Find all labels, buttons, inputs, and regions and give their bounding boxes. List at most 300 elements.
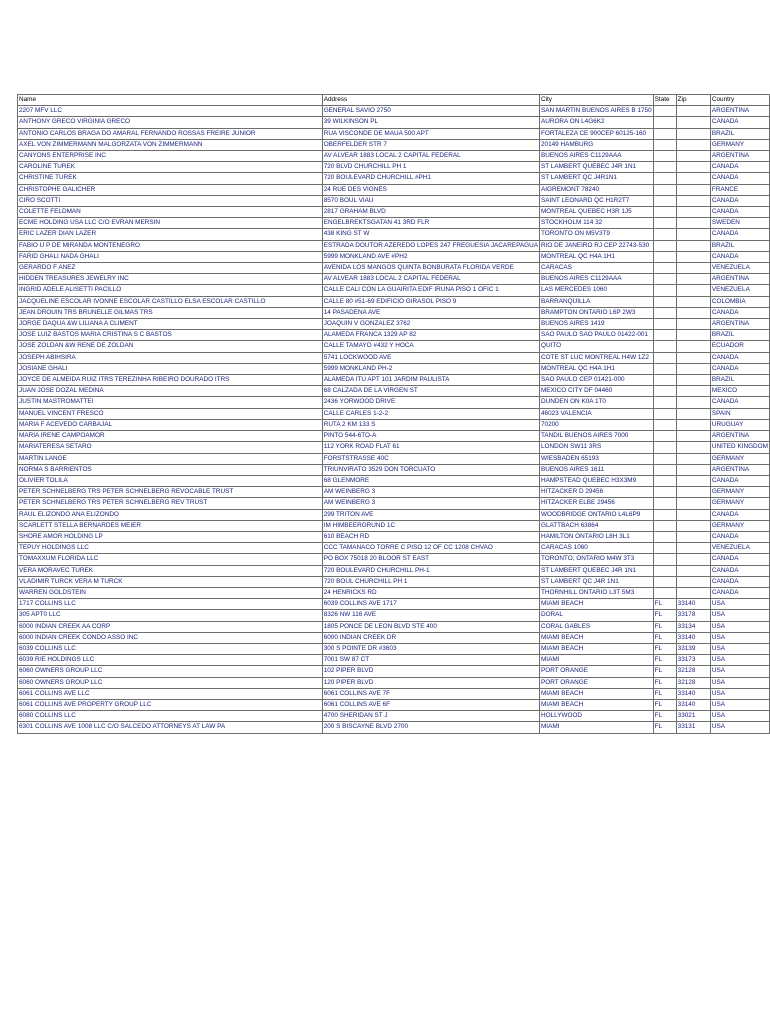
country-cell: BRAZIL — [710, 330, 769, 341]
city-cell: HOLLYWOOD — [539, 711, 653, 722]
country-cell: BRAZIL — [710, 240, 769, 251]
table-row — [18, 565, 770, 576]
name-cell: 6060 OWNERS GROUP LLC — [18, 666, 323, 677]
table-row — [18, 431, 770, 442]
address-cell: JOAQUIN V GONZALEZ 3762 — [322, 319, 539, 330]
table-row — [18, 363, 770, 374]
state-cell — [653, 587, 676, 598]
address-cell: 2436 YORWOOD DRIVE — [322, 397, 539, 408]
city-cell: PORT ORANGE — [539, 677, 653, 688]
state-cell — [653, 408, 676, 419]
table-row — [18, 151, 770, 162]
zip-cell — [676, 408, 710, 419]
table-row — [18, 453, 770, 464]
table-row — [18, 722, 770, 733]
table-row — [18, 475, 770, 486]
name-cell: MARTIN LANGE — [18, 453, 323, 464]
name-cell: 6000 INDIAN CREEK CONDO ASSO INC — [18, 632, 323, 643]
city-cell: ST LAMBERT QUEBEC J4R 1N1 — [539, 162, 653, 173]
address-cell: ESTRADA DOUTOR AZEREDO LOPES 247 FREGUESIA JACAREPAGUA — [322, 240, 539, 251]
zip-cell: 33131 — [676, 722, 710, 733]
zip-cell — [676, 151, 710, 162]
city-cell: ST LAMBERT QUEBEC J4R 1N1 — [539, 565, 653, 576]
city-cell: HITZACKER D 29456 — [539, 487, 653, 498]
name-cell: OLIVIER TOLILA — [18, 475, 323, 486]
city-cell: RIO DE JANEIRO RJ CEP 22743-530 — [539, 240, 653, 251]
state-cell — [653, 251, 676, 262]
address-cell: 5999 MONKLAND PH-2 — [322, 363, 539, 374]
address-cell: AM WEINBERG 3 — [322, 487, 539, 498]
zip-cell — [676, 229, 710, 240]
state-cell: FL — [653, 699, 676, 710]
state-cell: FL — [653, 599, 676, 610]
zip-cell — [676, 386, 710, 397]
city-cell: 70200 — [539, 419, 653, 430]
city-cell: WIESBADEN 65193 — [539, 453, 653, 464]
column-header-zip: Zip — [676, 95, 710, 106]
zip-cell: 33140 — [676, 699, 710, 710]
state-cell — [653, 464, 676, 475]
country-cell: USA — [710, 655, 769, 666]
name-cell: JUAN JOSE DOZAL MEDINA — [18, 386, 323, 397]
zip-cell — [676, 464, 710, 475]
city-cell: QUITO — [539, 341, 653, 352]
country-cell: URUGUAY — [710, 419, 769, 430]
zip-cell — [676, 274, 710, 285]
country-cell: MEXICO — [710, 386, 769, 397]
name-cell: 6080 COLLINS LLC — [18, 711, 323, 722]
country-cell: ECUADOR — [710, 341, 769, 352]
state-cell — [653, 184, 676, 195]
city-cell: COTE ST LUC MONTREAL H4W 1Z2 — [539, 352, 653, 363]
zip-cell — [676, 375, 710, 386]
table-row — [18, 711, 770, 722]
name-cell: 305 APT0 LLC — [18, 610, 323, 621]
zip-cell — [676, 554, 710, 565]
column-header-country: Country — [710, 95, 769, 106]
table-row — [18, 330, 770, 341]
address-cell: 299 TRITON AVE — [322, 509, 539, 520]
table-row — [18, 599, 770, 610]
zip-cell — [676, 184, 710, 195]
zip-cell — [676, 453, 710, 464]
country-cell: CANADA — [710, 162, 769, 173]
state-cell — [653, 195, 676, 206]
city-cell: DORAL — [539, 610, 653, 621]
city-cell: CARACAS — [539, 263, 653, 274]
zip-cell: 33140 — [676, 632, 710, 643]
table-row — [18, 531, 770, 542]
city-cell: BUENOS AIRES C1129AAA — [539, 274, 653, 285]
address-cell: 102 PIPER BLVD — [322, 666, 539, 677]
table-row — [18, 576, 770, 587]
state-cell: FL — [653, 632, 676, 643]
zip-cell: 32128 — [676, 666, 710, 677]
state-cell — [653, 363, 676, 374]
country-cell: CANADA — [710, 352, 769, 363]
address-cell: 5741 LOCKWOOD AVE — [322, 352, 539, 363]
city-cell: SAO PAULO SAO PAULO 01422-001 — [539, 330, 653, 341]
name-cell: JOSEPH ABIHSIRA — [18, 352, 323, 363]
address-cell: IM HIMBEERGRUND 1C — [322, 520, 539, 531]
address-cell: 2817 GRAHAM BLVD — [322, 207, 539, 218]
state-cell — [653, 442, 676, 453]
address-cell: RUA VISCONDE DE MAUA 500 APT — [322, 128, 539, 139]
zip-cell — [676, 419, 710, 430]
country-cell: VENEZUELA — [710, 263, 769, 274]
country-cell: CANADA — [710, 229, 769, 240]
table-row — [18, 319, 770, 330]
zip-cell — [676, 330, 710, 341]
city-cell: LAS MERCEDES 1060 — [539, 285, 653, 296]
column-header-address: Address — [322, 95, 539, 106]
address-cell: OBERFELDER STR 7 — [322, 139, 539, 150]
country-cell: ARGENTINA — [710, 431, 769, 442]
state-cell: FL — [653, 655, 676, 666]
name-cell: ANTONIO CARLOS BRAGA DO AMARAL FERNANDO ROSSAS FREIRE JUNIOR — [18, 128, 323, 139]
city-cell: BARRANQUILLA — [539, 296, 653, 307]
table-row — [18, 251, 770, 262]
address-cell: AVENIDA LOS MANGOS QUINTA BONBURATA FLORIDA VERDE — [322, 263, 539, 274]
address-cell: 1805 PONCE DE LEON BLVD STE 400 — [322, 621, 539, 632]
country-cell: CANADA — [710, 475, 769, 486]
name-cell: 6039 COLLINS LLC — [18, 643, 323, 654]
state-cell — [653, 397, 676, 408]
zip-cell — [676, 341, 710, 352]
zip-cell — [676, 296, 710, 307]
state-cell — [653, 475, 676, 486]
name-cell: MANUEL VINCENT FRESCO — [18, 408, 323, 419]
table-row — [18, 139, 770, 150]
city-cell: HITZACKER ELBE 29456 — [539, 498, 653, 509]
table-row — [18, 229, 770, 240]
country-cell: USA — [710, 666, 769, 677]
zip-cell — [676, 520, 710, 531]
address-cell: 5999 MONKLAND AVE #PH2 — [322, 251, 539, 262]
state-cell — [653, 498, 676, 509]
state-cell — [653, 296, 676, 307]
city-cell: TANDIL BUENOS AIRES 7000 — [539, 431, 653, 442]
city-cell: MIAMI BEACH — [539, 699, 653, 710]
name-cell: 6061 COLLINS AVE LLC — [18, 688, 323, 699]
name-cell: JOSIANE GHALI — [18, 363, 323, 374]
name-cell: TEPUY HOLDINGS LLC — [18, 543, 323, 554]
zip-cell — [676, 475, 710, 486]
zip-cell — [676, 442, 710, 453]
address-cell: 6061 COLLINS AVE 6F — [322, 699, 539, 710]
state-cell — [653, 274, 676, 285]
name-cell: TOMAXXUM FLORIDA LLC — [18, 554, 323, 565]
country-cell: USA — [710, 632, 769, 643]
city-cell: BUENOS AIRES 1611 — [539, 464, 653, 475]
country-cell: CANADA — [710, 307, 769, 318]
name-cell: FARID GHALI NADA GHALI — [18, 251, 323, 262]
column-header-state: State — [653, 95, 676, 106]
state-cell — [653, 151, 676, 162]
address-cell: PINTO 544-6TO-A — [322, 431, 539, 442]
name-cell: MARIA IRENE CAMPOAMOR — [18, 431, 323, 442]
state-cell — [653, 352, 676, 363]
name-cell: SHORE AMOR HOLDING LP — [18, 531, 323, 542]
address-cell: 438 KING ST W — [322, 229, 539, 240]
state-cell — [653, 431, 676, 442]
country-cell: CANADA — [710, 173, 769, 184]
state-cell — [653, 565, 676, 576]
table-row — [18, 117, 770, 128]
country-cell: CANADA — [710, 587, 769, 598]
state-cell — [653, 229, 676, 240]
name-cell: 6301 COLLINS AVE 1008 LLC C/O SALCEDO ATTORNEYS AT LAW PA — [18, 722, 323, 733]
state-cell — [653, 487, 676, 498]
column-header-name: Name — [18, 95, 323, 106]
zip-cell — [676, 363, 710, 374]
state-cell — [653, 386, 676, 397]
table-row — [18, 464, 770, 475]
address-cell: CALLE 80 #51-69 EDIFICIO GIRASOL PISO 9 — [322, 296, 539, 307]
city-cell: 46023 VALENCIA — [539, 408, 653, 419]
state-cell: FL — [653, 711, 676, 722]
table-row — [18, 207, 770, 218]
city-cell: MEXICO CITY DF 04460 — [539, 386, 653, 397]
city-cell: STOCKHOLM 114 32 — [539, 218, 653, 229]
table-row — [18, 699, 770, 710]
city-cell: BRAMPTON ONTARIO L6P 2W3 — [539, 307, 653, 318]
country-cell: USA — [710, 677, 769, 688]
name-cell: FABIO U P DE MIRANDA MONTENEGRO — [18, 240, 323, 251]
city-cell: MIAMI — [539, 655, 653, 666]
address-cell: ENGELBREKTSGATAN 41 3RD FLR — [322, 218, 539, 229]
zip-cell — [676, 531, 710, 542]
state-cell: FL — [653, 666, 676, 677]
table-row — [18, 498, 770, 509]
address-cell: 6061 COLLINS AVE 7F — [322, 688, 539, 699]
state-cell — [653, 218, 676, 229]
city-cell: MIAMI BEACH — [539, 599, 653, 610]
city-cell: MIAMI BEACH — [539, 688, 653, 699]
table-row — [18, 543, 770, 554]
table-row — [18, 610, 770, 621]
address-cell: 720 BOUL CHURCHILL PH 1 — [322, 576, 539, 587]
zip-cell — [676, 139, 710, 150]
country-cell: ARGENTINA — [710, 274, 769, 285]
zip-cell: 33021 — [676, 711, 710, 722]
zip-cell — [676, 251, 710, 262]
address-cell: 610 BEACH RD — [322, 531, 539, 542]
city-cell: TORONTO ON M5V3T9 — [539, 229, 653, 240]
city-cell: 20149 HAMBURG — [539, 139, 653, 150]
state-cell: FL — [653, 722, 676, 733]
address-cell: 14 PASADENA AVE — [322, 307, 539, 318]
address-cell: TRIUNVIRATO 3529 DON TORCUATO — [322, 464, 539, 475]
name-cell: JUSTIN MASTROMATTEI — [18, 397, 323, 408]
name-cell: INGRID ADELE ALISETTI PACILLO — [18, 285, 323, 296]
address-cell: CALLE TAMAYO #432 Y HOCA — [322, 341, 539, 352]
city-cell: BUENOS AIRES C1129AAA — [539, 151, 653, 162]
city-cell: SAN MARTIN BUENOS AIRES B 1750 — [539, 106, 653, 117]
zip-cell — [676, 128, 710, 139]
zip-cell — [676, 263, 710, 274]
country-cell: CANADA — [710, 576, 769, 587]
state-cell — [653, 207, 676, 218]
state-cell — [653, 341, 676, 352]
table-row — [18, 688, 770, 699]
state-cell — [653, 330, 676, 341]
zip-cell — [676, 319, 710, 330]
state-cell — [653, 520, 676, 531]
owner-address-table — [17, 94, 770, 734]
name-cell: JORGE DAQUA &W LILIANA A CLIMENT — [18, 319, 323, 330]
country-cell: CANADA — [710, 117, 769, 128]
address-cell: 200 S BISCAYNE BLVD 2700 — [322, 722, 539, 733]
zip-cell — [676, 498, 710, 509]
zip-cell — [676, 162, 710, 173]
name-cell: CIRO SCOTTI — [18, 195, 323, 206]
city-cell: LONDON SW11 3RS — [539, 442, 653, 453]
address-cell: 720 BOULEVARD CHURCHILL #PH1 — [322, 173, 539, 184]
address-cell: PO BOX 75018 20 BLOOR ST EAST — [322, 554, 539, 565]
table-row — [18, 397, 770, 408]
state-cell: FL — [653, 643, 676, 654]
name-cell: 6061 COLLINS AVE PROPERTY GROUP LLC — [18, 699, 323, 710]
state-cell — [653, 419, 676, 430]
name-cell: AXEL VON ZIMMERMANN MALGORZATA VON ZIMMERMANN — [18, 139, 323, 150]
country-cell: GERMANY — [710, 453, 769, 464]
name-cell: HIDDEN TREASURES JEWELRY INC — [18, 274, 323, 285]
zip-cell — [676, 397, 710, 408]
zip-cell — [676, 352, 710, 363]
table-row — [18, 218, 770, 229]
country-cell: GERMANY — [710, 498, 769, 509]
zip-cell: 33139 — [676, 643, 710, 654]
state-cell — [653, 263, 676, 274]
zip-cell: 33134 — [676, 621, 710, 632]
address-cell: ALAMEDA FRANCA 1329 AP 82 — [322, 330, 539, 341]
state-cell — [653, 543, 676, 554]
zip-cell: 33173 — [676, 655, 710, 666]
name-cell: PETER SCHNELBERG TRS PETER SCHNELBERG REVOCABLE TRUST — [18, 487, 323, 498]
table-row — [18, 666, 770, 677]
address-cell: 300 S POINTE DR #3603 — [322, 643, 539, 654]
table-row — [18, 643, 770, 654]
zip-cell — [676, 307, 710, 318]
address-cell: FORSTSTRASSE 40C — [322, 453, 539, 464]
name-cell: CHRISTOPHE GALICHER — [18, 184, 323, 195]
state-cell — [653, 509, 676, 520]
state-cell — [653, 128, 676, 139]
table-row — [18, 128, 770, 139]
name-cell: PETER SCHNELBERG TRS PETER SCHNELBERG REV TRUST — [18, 498, 323, 509]
zip-cell — [676, 117, 710, 128]
table-row — [18, 677, 770, 688]
city-cell: AIGREMONT 78240 — [539, 184, 653, 195]
state-cell — [653, 139, 676, 150]
country-cell: FRANCE — [710, 184, 769, 195]
table-row — [18, 285, 770, 296]
zip-cell — [676, 106, 710, 117]
column-header-city: City — [539, 95, 653, 106]
table-row — [18, 509, 770, 520]
name-cell: JEAN DROUIN TRS BRUNELLE GILMAS TRS — [18, 307, 323, 318]
name-cell: WARREN GOLDSTEIN — [18, 587, 323, 598]
name-cell: 2207 MFV LLC — [18, 106, 323, 117]
table-row — [18, 520, 770, 531]
country-cell: USA — [710, 711, 769, 722]
city-cell: FORTALEZA CE 900CEP 60125-160 — [539, 128, 653, 139]
city-cell: HAMILTON ONTARIO L8H 3L1 — [539, 531, 653, 542]
state-cell — [653, 106, 676, 117]
address-cell: 8326 NW 116 AVE — [322, 610, 539, 621]
zip-cell — [676, 431, 710, 442]
name-cell: CAROLINE TUREK — [18, 162, 323, 173]
name-cell: JACQUELINE ESCOLAR IVONNE ESCOLAR CASTILLO ELSA ESCOLAR CASTILLO — [18, 296, 323, 307]
country-cell: VENEZUELA — [710, 543, 769, 554]
state-cell — [653, 576, 676, 587]
zip-cell: 32128 — [676, 677, 710, 688]
address-cell: AV ALVEAR 1883 LOCAL 2 CAPITAL FEDERAL — [322, 274, 539, 285]
address-cell: 112 YORK ROAD FLAT 61 — [322, 442, 539, 453]
state-cell — [653, 240, 676, 251]
table-row — [18, 621, 770, 632]
state-cell: FL — [653, 677, 676, 688]
city-cell: AURORA ON L4G6K2 — [539, 117, 653, 128]
name-cell: COLETTE FELDMAN — [18, 207, 323, 218]
city-cell: MONTREAL QC H4A 1H1 — [539, 363, 653, 374]
name-cell: CHRISTINE TUREK — [18, 173, 323, 184]
name-cell: JOSE ZOLDAN &W RENE DE ZOLDAN — [18, 341, 323, 352]
name-cell: JOYCE DE ALMEIDA RUIZ ITRS TEREZINHA RIBEIRO DOURADO ITRS — [18, 375, 323, 386]
zip-cell — [676, 543, 710, 554]
state-cell — [653, 173, 676, 184]
country-cell: CANADA — [710, 531, 769, 542]
address-cell: 68 GLENMORE — [322, 475, 539, 486]
city-cell: DUNDEN ON K0A 1T0 — [539, 397, 653, 408]
state-cell — [653, 375, 676, 386]
country-cell: USA — [710, 599, 769, 610]
table-row — [18, 386, 770, 397]
name-cell: ANTHONY GRECO VIRGINIA GRECO — [18, 117, 323, 128]
address-cell: AM WEINBERG 3 — [322, 498, 539, 509]
city-cell: SAO PAULO CEP 01421-000 — [539, 375, 653, 386]
state-cell — [653, 162, 676, 173]
table-row — [18, 554, 770, 565]
zip-cell — [676, 576, 710, 587]
zip-cell — [676, 565, 710, 576]
city-cell: BUENOS AIRES 1419 — [539, 319, 653, 330]
country-cell: CANADA — [710, 251, 769, 262]
state-cell: FL — [653, 610, 676, 621]
table-row — [18, 195, 770, 206]
state-cell — [653, 117, 676, 128]
table-row — [18, 487, 770, 498]
country-cell: CANADA — [710, 363, 769, 374]
zip-cell: 33140 — [676, 688, 710, 699]
name-cell: ECME HOLDING USA LLC C/O EVRAN MERSIN — [18, 218, 323, 229]
table-row — [18, 419, 770, 430]
city-cell: THORNHILL ONTARIO L3T 5M3 — [539, 587, 653, 598]
zip-cell — [676, 587, 710, 598]
table-row — [18, 408, 770, 419]
address-cell: 24 HENRICKS RD — [322, 587, 539, 598]
city-cell: MIAMI BEACH — [539, 643, 653, 654]
table-row — [18, 307, 770, 318]
name-cell: VERA MORAVEC TUREK — [18, 565, 323, 576]
country-cell: SPAIN — [710, 408, 769, 419]
address-cell: 8570 BOUL VIAU — [322, 195, 539, 206]
table-row — [18, 173, 770, 184]
table-row — [18, 655, 770, 666]
table-row — [18, 341, 770, 352]
state-cell — [653, 307, 676, 318]
